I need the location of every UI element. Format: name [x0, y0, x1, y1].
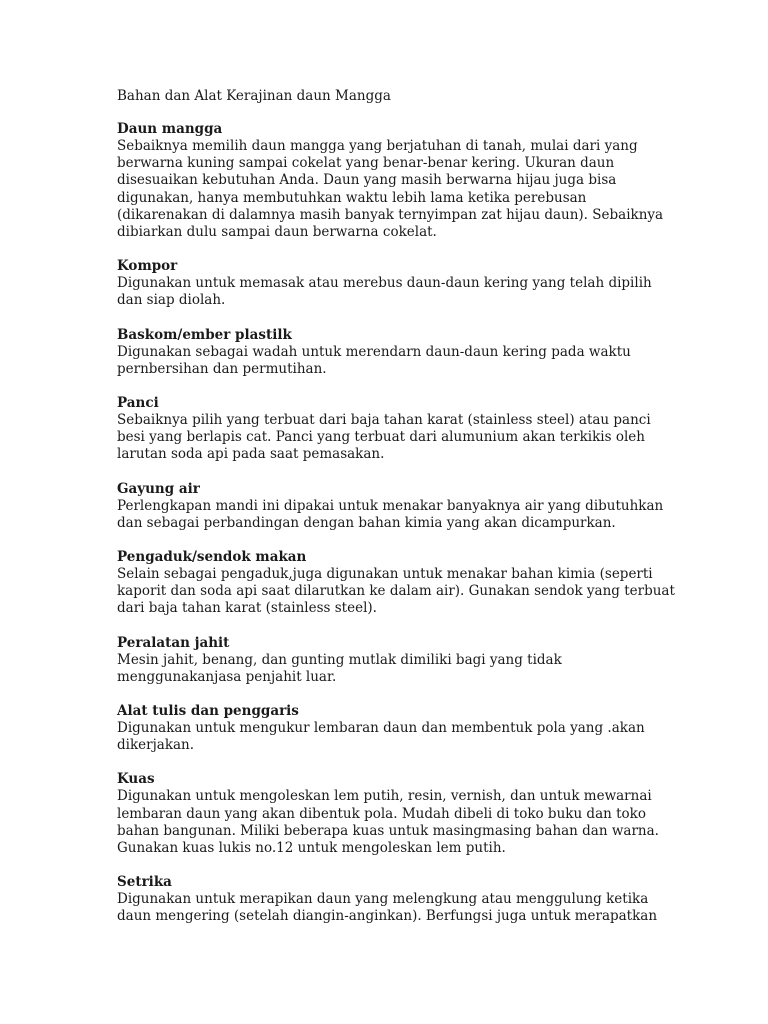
paragraph-line: (dikarenakan di dalamnya masih banyak ternyimpan zat hijau daun). Sebaiknya: [117, 206, 664, 223]
section: [117, 121, 664, 241]
section-heading: Kompor: [117, 258, 178, 275]
section: [117, 258, 657, 309]
section: [117, 395, 657, 464]
paragraph-line: Digunakan untuk mengoleskan lem putih, resin, vernish, dan untuk mewarnai: [117, 788, 652, 805]
paragraph-line: menggunakanjasa penjahit luar.: [117, 668, 337, 685]
section: [117, 549, 675, 618]
section: [117, 327, 657, 378]
paragraph-line: Gunakan kuas lukis no.12 untuk mengoleskan lem putih.: [117, 840, 506, 857]
section: [117, 703, 657, 754]
paragraph-line: Digunakan untuk mengukur lembaran daun dan membentuk pola yang .akan: [117, 720, 645, 737]
paragraph-line: Selain sebagai pengaduk,juga digunakan untuk menakar bahan kimia (seperti: [117, 566, 653, 583]
paragraph-line: dari baja tahan karat (stainless steel).: [117, 600, 377, 617]
section-heading: Baskom/ember plastilk: [117, 326, 292, 343]
section-heading: Peralatan jahit: [117, 634, 230, 651]
paragraph-line: digunakan, hanya membutuhkan waktu lebih lama ketika perebusan: [117, 189, 587, 206]
paragraph-line: Perlengkapan mandi ini dipakai untuk menakar banyaknya air yang dibutuhkan: [117, 497, 664, 514]
paragraph-line: Digunakan untuk merapikan daun yang melengkung atau menggulung ketika: [117, 891, 649, 908]
paragraph-line: berwarna kuning sampai cokelat yang benar-benar kering. Ukuran daun: [117, 155, 615, 172]
section-heading: Alat tulis dan penggaris: [117, 703, 299, 720]
paragraph-line: Sebaiknya pilih yang terbuat dari baja tahan karat (stainless steel) atau panci: [117, 412, 651, 429]
section-heading: Pengaduk/sendok makan: [117, 549, 307, 566]
section-heading: Setrika: [117, 874, 172, 891]
paragraph-line: kaporit dan soda api saat dilarutkan ke dalam air). Gunakan sendok yang terbuat: [117, 583, 675, 600]
paragraph-line: dan sebagai perbandingan dengan bahan kimia yang akan dicampurkan.: [117, 514, 616, 531]
paragraph-line: dikerjakan.: [117, 737, 195, 754]
document-page: [117, 88, 675, 943]
paragraph-line: bahan bangunan. Miliki beberapa kuas untuk masingmasing bahan dan warna.: [117, 822, 659, 839]
paragraph-line: lembaran daun yang akan dibentuk pola. Mudah dibeli di toko buku dan toko: [117, 805, 646, 822]
paragraph-line: Digunakan sebagai wadah untuk merendarn daun-daun kering pada waktu: [117, 343, 631, 360]
section-heading: Kuas: [117, 771, 155, 788]
sections-container: [117, 121, 675, 926]
section: [117, 874, 657, 925]
paragraph-line: Mesin jahit, benang, dan gunting mutlak dimiliki bagi yang tidak: [117, 651, 562, 668]
paragraph-line: dibiarkan dulu sampai daun berwarna cokelat.: [117, 224, 437, 241]
paragraph-line: Sebaiknya memilih daun mangga yang berjatuhan di tanah, mulai dari yang: [117, 138, 638, 154]
section: [117, 480, 664, 532]
section-heading: Panci: [117, 395, 159, 412]
section-heading: Gayung air: [117, 480, 200, 497]
paragraph-line: Digunakan untuk memasak atau merebus daun-daun kering yang telah dipilih: [117, 275, 652, 292]
section-heading: Daun mangga: [117, 121, 223, 137]
paragraph-line: pernbersihan dan permutihan.: [117, 360, 327, 377]
document-title: Bahan dan Alat Kerajinan daun Mangga: [117, 88, 391, 104]
paragraph-line: besi yang berlapis cat. Panci yang terbuat dari alumunium akan terkikis oleh: [117, 429, 645, 446]
paragraph-line: daun mengering (setelah diangin-anginkan). Berfungsi juga untuk merapatkan: [117, 908, 658, 925]
paragraph-line: larutan soda api pada saat pemasakan.: [117, 446, 385, 463]
paragraph-line: disesuaikan kebutuhan Anda. Daun yang masih berwarna hijau juga bisa: [117, 172, 617, 189]
section: [117, 771, 657, 857]
paragraph-line: dan siap diolah.: [117, 292, 226, 309]
section: [117, 635, 657, 686]
